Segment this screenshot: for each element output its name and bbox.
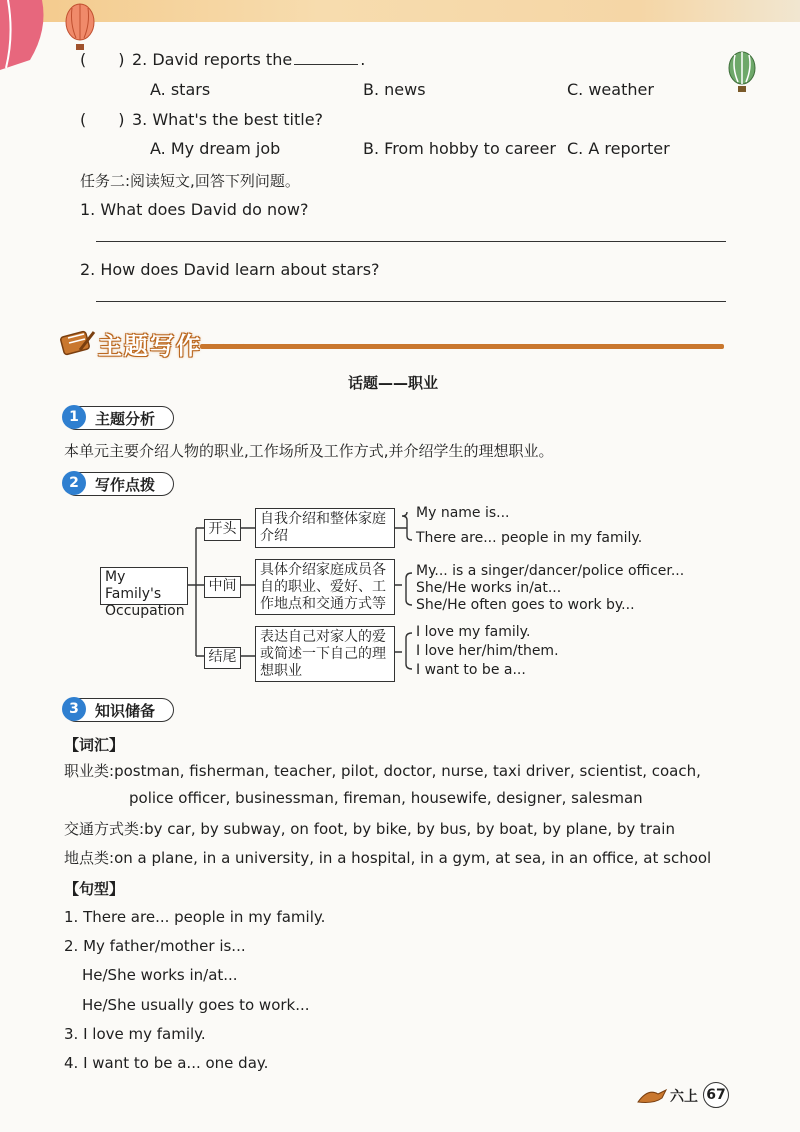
page-number: 67 [703, 1082, 729, 1108]
q2-answer-paren[interactable]: ( ) [80, 50, 125, 69]
q2-option-c: C. weather [567, 80, 654, 99]
tips-label: 写作点拨 [95, 475, 156, 494]
opening-box-line-2: 介绍 [260, 528, 288, 544]
banner-arrows: <<<<<< [204, 342, 244, 352]
q3-answer-paren[interactable]: ( ) [80, 110, 125, 129]
analysis-number-badge: 1 [62, 405, 86, 429]
section-title: 主题写作 [98, 332, 202, 360]
ending-box-line-2: 或简述一下自己的理 [260, 646, 386, 662]
tips-number-badge: 2 [62, 471, 86, 495]
q2-option-a: A. stars [150, 80, 211, 99]
analysis-text: 本单元主要介绍人物的职业,工作场所及工作方式,并介绍学生的理想职业。 [64, 442, 554, 460]
knowledge-number-badge: 3 [62, 697, 86, 721]
task2-question-1: 1. What does David do now? [80, 200, 309, 219]
ending-example-3: I want to be a... [416, 662, 526, 678]
sentence-2a: He/She works in/at... [82, 966, 238, 984]
q3-option-c: C. A reporter [567, 139, 670, 158]
ending-box-line-3: 想职业 [260, 663, 302, 679]
mindmap-root [100, 567, 188, 619]
q3-option-b: B. From hobby to career [363, 139, 556, 158]
root-line-2: Occupation [105, 603, 185, 619]
sentences-heading: 【句型】 [64, 880, 125, 898]
opening-box-line-1: 自我介绍和整体家庭 [260, 511, 386, 527]
task2-heading: 任务二:阅读短文,回答下列问题。 [80, 172, 300, 190]
knowledge-label: 知识储备 [95, 701, 156, 720]
branch-box-ending [255, 626, 395, 682]
branch-box-middle [255, 559, 395, 615]
q3-stem: 3. What's the best title? [132, 110, 324, 129]
sentence-4: 4. I want to be a... one day. [64, 1054, 269, 1072]
branch-label-middle: 中间 [204, 576, 241, 598]
sentence-3: 3. I love my family. [64, 1025, 206, 1043]
places-list: on a plane, in a university, in a hospital, in a gym, at sea, in an office, at school [114, 849, 712, 867]
vocab-places-row [64, 847, 711, 868]
vocab-transport-row [64, 818, 675, 839]
middle-box-line-1: 具体介绍家庭成员各 [260, 562, 386, 578]
middle-example-3: She/He often goes to work by... [416, 597, 635, 613]
middle-example-2: She/He works in/at... [416, 580, 562, 596]
analysis-label: 主题分析 [95, 409, 156, 428]
root-line-1: My Family's [105, 569, 162, 602]
q2-option-b: B. news [363, 80, 426, 99]
opening-example-2: There are... people in my family. [416, 530, 643, 546]
sentence-2b: He/She usually goes to work... [82, 996, 310, 1014]
knowledge-pill [64, 698, 174, 722]
ending-example-1: I love my family. [416, 624, 531, 640]
sentence-1: 1. There are... people in my family. [64, 908, 326, 926]
opening-example-1: My name is... [416, 505, 510, 521]
vocab-jobs-row [64, 760, 701, 781]
ending-example-2: I love her/him/them. [416, 643, 559, 659]
places-label: 地点类: [64, 849, 115, 867]
q3-option-a: A. My dream job [150, 139, 281, 158]
task2-question-2: 2. How does David learn about stars? [80, 260, 380, 279]
ending-box-line-1: 表达自己对家人的爱 [260, 629, 386, 645]
branch-label-opening: 开头 [204, 519, 241, 541]
sentence-2: 2. My father/mother is... [64, 937, 246, 955]
bird-icon [636, 1086, 670, 1106]
middle-example-1: My... is a singer/dancer/police officer... [416, 563, 685, 579]
grade-label: 六上 [670, 1089, 698, 1105]
transport-label: 交通方式类: [64, 820, 145, 838]
middle-box-line-2: 自的职业、爱好、工 [260, 579, 386, 595]
transport-list: by car, by subway, on foot, by bike, by bus, by boat, by plane, by train [144, 820, 675, 838]
branch-box-opening [255, 508, 395, 548]
q2-stem: 2. David reports the . [132, 50, 366, 69]
jobs-line-2: police officer, businessman, fireman, housewife, designer, salesman [129, 789, 643, 807]
jobs-label: 职业类: [64, 762, 115, 780]
vocab-heading: 【词汇】 [64, 736, 125, 754]
branch-label-ending: 结尾 [204, 647, 241, 669]
topic-title: 话题——职业 [348, 374, 439, 392]
middle-box-line-3: 作地点和交通方式等 [260, 596, 386, 612]
jobs-line-1: postman, fisherman, teacher, pilot, doctor, nurse, taxi driver, scientist, coach, [114, 762, 701, 780]
